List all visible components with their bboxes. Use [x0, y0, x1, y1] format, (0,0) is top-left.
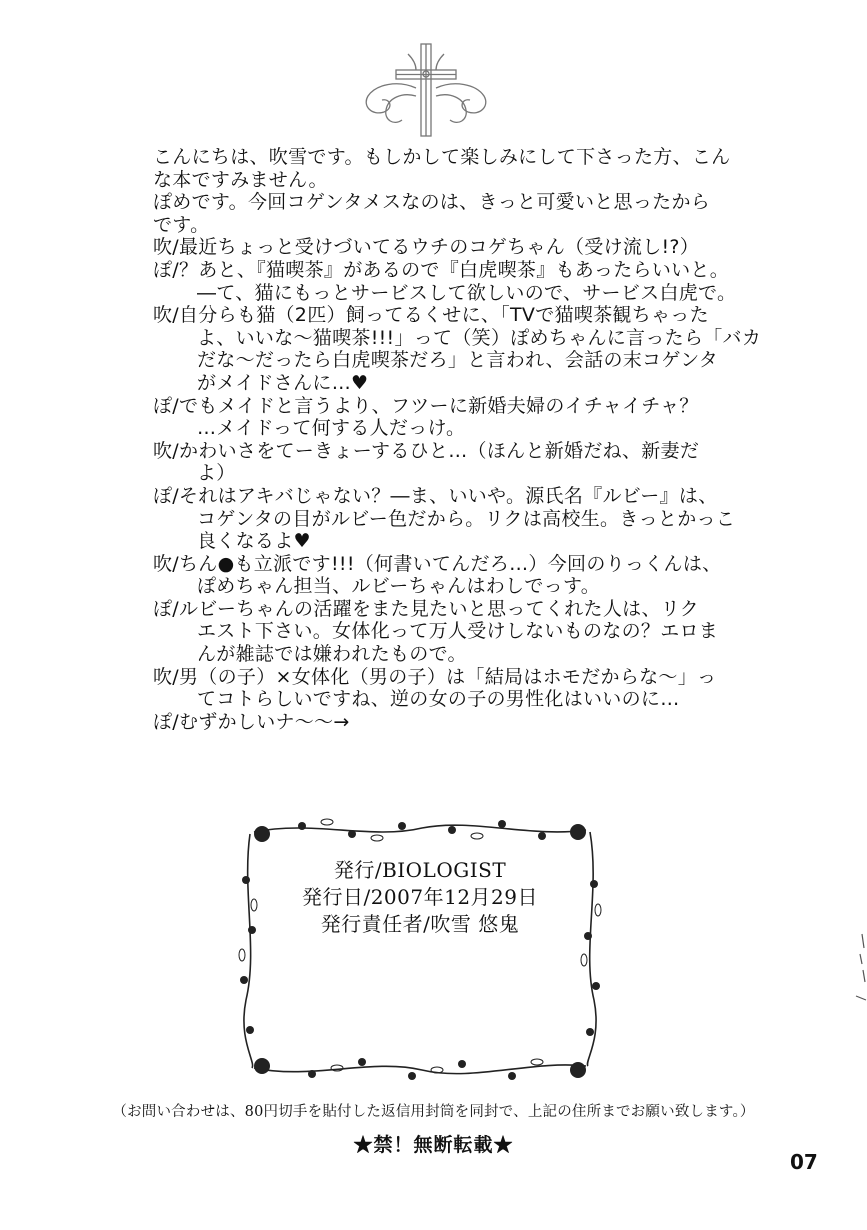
afterword-line: 吹/自分らも猫（2匹）飼ってるくせに、「TVで猫喫茶観ちゃった — [153, 304, 709, 327]
page-edge-marks-icon — [846, 930, 867, 1010]
afterword-line: だな～だったら白虎喫茶だろ」と言われ、会話の末コゲンタ — [197, 349, 719, 372]
floral-frame-icon — [232, 800, 608, 1096]
afterword-line: ぽ/むずかしいナ～～→ — [153, 710, 350, 733]
afterword-line: よ） — [197, 462, 236, 485]
afterword-line: 吹/ちん●も立派です!!!（何書いてんだろ…）今回のりっくんは、 — [153, 552, 722, 575]
afterword-line: です。 — [153, 213, 210, 236]
afterword-line: な本ですみません。 — [153, 168, 328, 191]
afterword-line: ぽ/それはアキバじゃない？―ま、いいや。源氏名『ルビー』は、 — [153, 484, 718, 507]
afterword-line: コゲンタの目がルビー色だから。リクは高校生。きっとかっこ — [197, 507, 736, 530]
afterword-line: ぽ/でもメイドと言うより、フツーに新婚夫婦のイチャイチャ？ — [153, 394, 699, 417]
inquiry-notice: （お問い合わせは、80円切手を貼付した返信用封筒を同封で、上記の住所までお願い致します。） — [112, 1104, 755, 1120]
publisher-line: 発行/BIOLOGIST — [333, 858, 507, 882]
afterword-line: 吹/最近ちょっと受けづいてるウチのコゲちゃん（受け流し!?） — [153, 236, 700, 259]
no-reprint-notice: ★禁！無断転載★ — [353, 1134, 514, 1156]
publish-date-line: 発行日/2007年12月29日 — [301, 885, 539, 909]
afterword-line: ぽ/ルビーちゃんの活躍をまた見たいと思ってくれた人は、リク — [153, 597, 699, 620]
cross-ornament-icon — [358, 40, 494, 140]
afterword-line: ぽめです。今回コゲンタメスなのは、きっと可愛いと思ったから — [153, 191, 711, 214]
responsible-line: 発行責任者/吹雪 悠鬼 — [320, 912, 520, 936]
colophon — [232, 857, 608, 938]
afterword-line: ぽ/？あと、『猫喫茶』があるので『白虎喫茶』もあったらいいと。 — [153, 258, 730, 281]
afterword-line: 良くなるよ♥ — [197, 530, 311, 553]
afterword-line: 吹/男（の子）×女体化（男の子）は「結局はホモだからな～」っ — [153, 665, 717, 688]
afterword-line: こんにちは、吹雪です。もしかして楽しみにして下さった方、こん — [153, 146, 731, 168]
afterword-line: んが雑誌では嫌われたもので。 — [197, 643, 467, 666]
page-number: 07 — [790, 1150, 818, 1174]
afterword — [153, 146, 762, 733]
afterword-line: ぽめちゃん担当、ルビーちゃんはわしでっす。 — [197, 575, 601, 598]
afterword-line: …メイドって何する人だっけ。 — [197, 417, 466, 440]
afterword-line: てコトらしいですね、逆の女の子の男性化はいいのに… — [197, 688, 680, 711]
afterword-line: がメイドさんに…♥ — [197, 371, 369, 394]
afterword-line: ―て、猫にもっとサービスして欲しいので、サービス白虎で。 — [197, 281, 737, 304]
afterword-line: よ、いいな～猫喫茶!!!」って（笑）ぽめちゃんに言ったら「バカ — [197, 326, 762, 349]
afterword-line: 吹/かわいさをてーきょーするひと…（ほんと新婚だね、新妻だ — [153, 439, 700, 462]
afterword-line: エスト下さい。女体化って万人受けしないものなの？エロま — [197, 620, 719, 643]
